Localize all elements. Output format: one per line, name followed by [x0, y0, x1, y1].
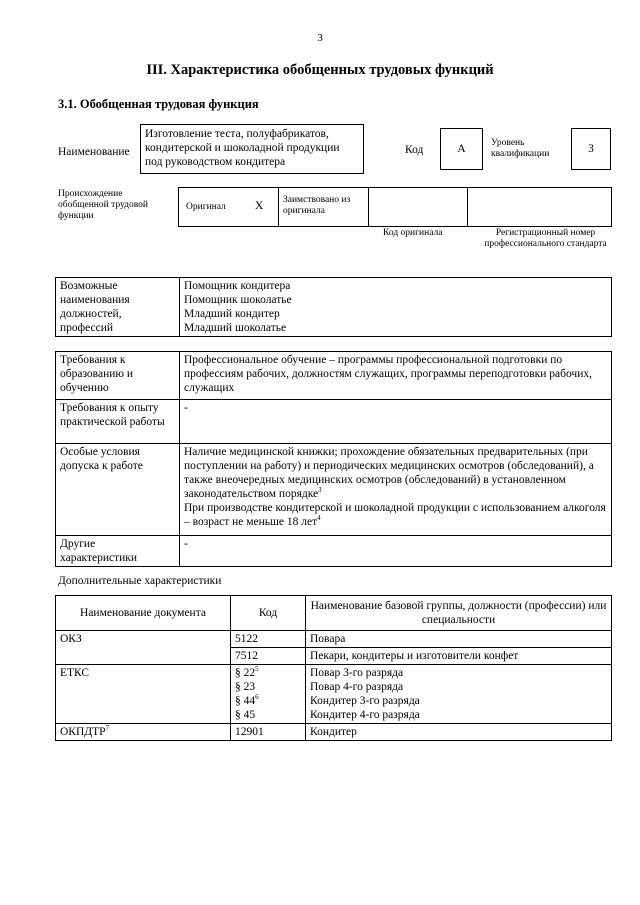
original-mark: X	[255, 200, 264, 212]
code-text: § 22	[235, 667, 256, 679]
footnote-ref: 4	[317, 514, 321, 523]
footnote-ref: 5	[255, 665, 259, 674]
positions-list	[180, 278, 612, 337]
code-cell: 7512	[231, 648, 306, 665]
section-title: III. Характеристика обобщенных трудовых функций	[146, 62, 494, 78]
admission-text-1: Наличие медицинской книжки; прохождение обязательных предварительных (при поступлении на работу) и периодических медицинских осмотров (обследований), а также внеочередных медицинских осмотров (обследований) в установленном законодательством порядке	[184, 446, 594, 500]
req-experience-label: Требования к опыту практической работы	[56, 400, 180, 444]
borrowed-label: Заимствовано из оригинала	[283, 195, 351, 216]
doc-text: ЕТКС	[60, 667, 90, 679]
req-admission-value	[180, 444, 612, 536]
code-text: § 23	[235, 681, 256, 693]
name-text: Повар 3-го разряда	[310, 667, 404, 679]
name-cell: Повара	[306, 631, 612, 648]
name-text: Кондитер 3-го разряда	[310, 695, 420, 707]
doc-cell	[56, 665, 231, 724]
header-code: Код	[231, 596, 306, 631]
origin-box	[178, 187, 612, 227]
header-name: Наименование базовой группы, должности (профессии) или специальности	[306, 596, 612, 631]
footnote-ref: 6	[255, 693, 259, 702]
positions-label: Возможные наименования должностей, профессий	[56, 278, 180, 337]
level-value: 3	[571, 128, 611, 170]
origin-label: Происхождение обобщенной трудовой функции	[58, 189, 148, 221]
position-item: Младший шоколатье	[184, 322, 287, 334]
header-doc: Наименование документа	[56, 596, 231, 631]
req-experience-value: -	[180, 400, 612, 444]
footnote-ref: 3	[318, 486, 322, 495]
name-text: Повар 4-го разряда	[310, 681, 404, 693]
name-text: Кондитер 4-го разряда	[310, 709, 420, 721]
position-item: Младший кондитер	[184, 308, 280, 320]
subsection-title: 3.1. Обобщенная трудовая функция	[58, 97, 259, 111]
code-cell	[231, 665, 306, 724]
name-value: Изготовление теста, полуфабрикатов, кондитерской и шоколадной продукции под руководством кондитера	[145, 128, 340, 168]
name-label: Наименование	[58, 146, 130, 158]
req-other-label: Другие характеристики	[56, 536, 180, 567]
code-label: Код	[405, 144, 424, 156]
name-cell: Кондитер	[306, 724, 612, 741]
reg-number-caption: Регистрационный номер профессионального стандарта	[484, 228, 607, 249]
footnote-ref: 7	[105, 724, 110, 733]
requirements-table	[55, 351, 612, 567]
name-cell: Пекари, кондитеры и изготовители конфет	[306, 648, 612, 665]
req-education-label: Требования к образованию и обучению	[56, 352, 180, 400]
doc-cell: ОКЗ	[56, 631, 231, 665]
req-education-value: Профессиональное обучение – программы профессиональной подготовки по профессиям рабочих, должностям служащих, программы переподготовки рабочих, служащих	[180, 352, 612, 400]
additional-title: Дополнительные характеристики	[58, 575, 222, 587]
name-cell	[306, 665, 612, 724]
page-number: 3	[317, 32, 323, 44]
code-original-caption: Код оригинала	[383, 228, 443, 238]
admission-text-2: При производстве кондитерской и шоколадной продукции с использованием алкоголя – возраст не меньше 18 лет	[184, 502, 606, 528]
code-text: § 45	[235, 709, 256, 721]
position-item: Помощник шоколатье	[184, 294, 292, 306]
original-label: Оригинал	[186, 202, 226, 212]
req-other-value: -	[180, 536, 612, 567]
positions-table	[55, 277, 612, 337]
code-text: § 44	[235, 695, 256, 707]
doc-text: ОКПДТР	[60, 726, 106, 738]
position-item: Помощник кондитера	[184, 280, 291, 292]
doc-cell	[56, 724, 231, 741]
level-label: Уровень квалификации	[491, 138, 550, 159]
code-cell: 5122	[231, 631, 306, 648]
code-value: А	[440, 128, 483, 170]
additional-table	[55, 595, 612, 741]
code-cell: 12901	[231, 724, 306, 741]
req-admission-label: Особые условия допуска к работе	[56, 444, 180, 536]
name-value-box	[140, 124, 364, 174]
